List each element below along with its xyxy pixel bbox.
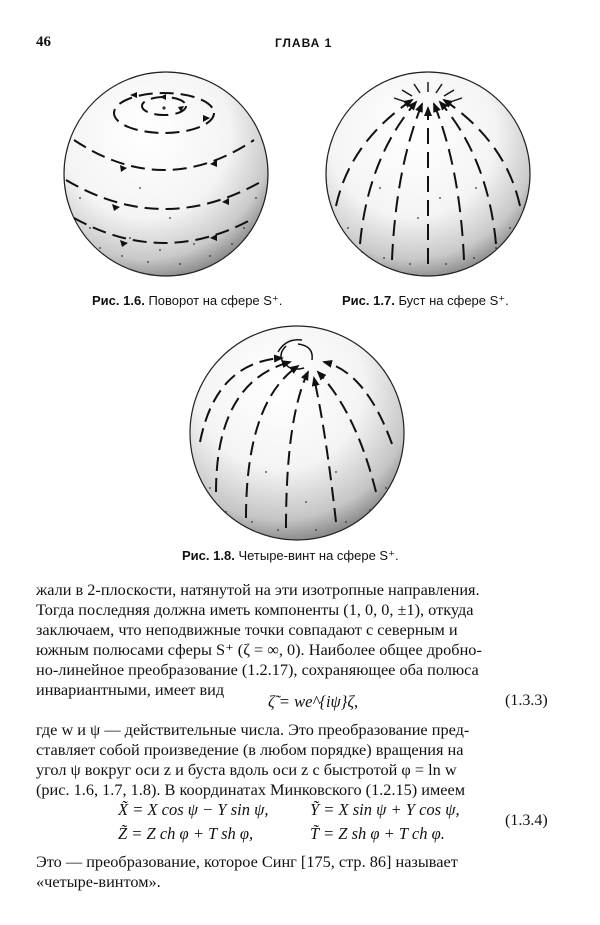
equation-number-1-3-3: (1.3.3) (505, 692, 548, 709)
text-line: ставляет собой произведение (в любом порядке) вращения на (36, 740, 464, 759)
text-line: жали в 2-плоскости, натянутой на эти изотропные направления. (36, 580, 480, 599)
text-line: где w и ψ — действительные числа. Это преобразование пред- (36, 720, 470, 739)
equation-1-3-4-y: Ỹ = X sin ψ + Y cos ψ, (310, 800, 460, 819)
figure-1-8-label: Рис. 1.8. (182, 548, 235, 563)
text-line: угол ψ вокруг оси z и буста вдоль оси z с быстротой φ = ln w (36, 760, 457, 779)
equation-1-3-3: ζ̃ = we^{iψ}ζ, (268, 692, 359, 711)
text-line: заключаем, что неподвижные точки совпадают с северным и (36, 620, 458, 639)
figure-1-7-boost-sphere (322, 68, 534, 280)
paragraph-after-eq-1-3-3 (36, 720, 564, 800)
equation-number-1-3-4: (1.3.4) (505, 812, 548, 829)
figure-1-6-text: Поворот на сфере S⁺. (148, 293, 283, 308)
figure-1-6-label: Рис. 1.6. (92, 293, 145, 308)
paragraph-before-eq-1-3-3 (36, 580, 564, 700)
text-line: (рис. 1.6, 1.7, 1.8). В координатах Минковского (1.2.15) имеем (36, 780, 466, 799)
text-line: но-линейное преобразование (1.2.17), сохраняющее оба полюса (36, 660, 479, 679)
running-head: ГЛАВА 1 (275, 36, 333, 50)
figure-1-8-four-screw-sphere (186, 322, 408, 544)
text-line: южным полюсами сферы S⁺ (ζ = ∞, 0). Наиболее общее дробно- (36, 640, 482, 659)
text-line: «четыре-винтом». (36, 872, 161, 891)
figure-1-6-caption (92, 293, 282, 309)
equation-1-3-4-x: X̃ = X cos ψ − Y sin ψ, (118, 800, 269, 819)
text-line: Это — преобразование, которое Синг [175, стр. 86] называет (36, 852, 458, 871)
figure-1-7-label: Рис. 1.7. (342, 293, 395, 308)
page-number: 46 (36, 34, 51, 50)
figure-1-7-caption (342, 293, 509, 309)
text-line: инвариантными, имеет вид (36, 680, 225, 699)
equation-1-3-4-t: T̃ = Z sh φ + T ch φ. (310, 824, 445, 843)
text-line: Тогда последняя должна иметь компоненты (1, 0, 0, ±1), откуда (36, 600, 474, 619)
figure-1-8-caption (182, 548, 399, 564)
figure-1-8-text: Четыре-винт на сфере S⁺. (238, 548, 399, 563)
figure-1-6-rotation-sphere (60, 68, 272, 280)
paragraph-final (36, 852, 564, 892)
equation-1-3-4-z: Z̃ = Z ch φ + T sh φ, (118, 824, 254, 843)
figure-1-7-text: Буст на сфере S⁺. (398, 293, 509, 308)
